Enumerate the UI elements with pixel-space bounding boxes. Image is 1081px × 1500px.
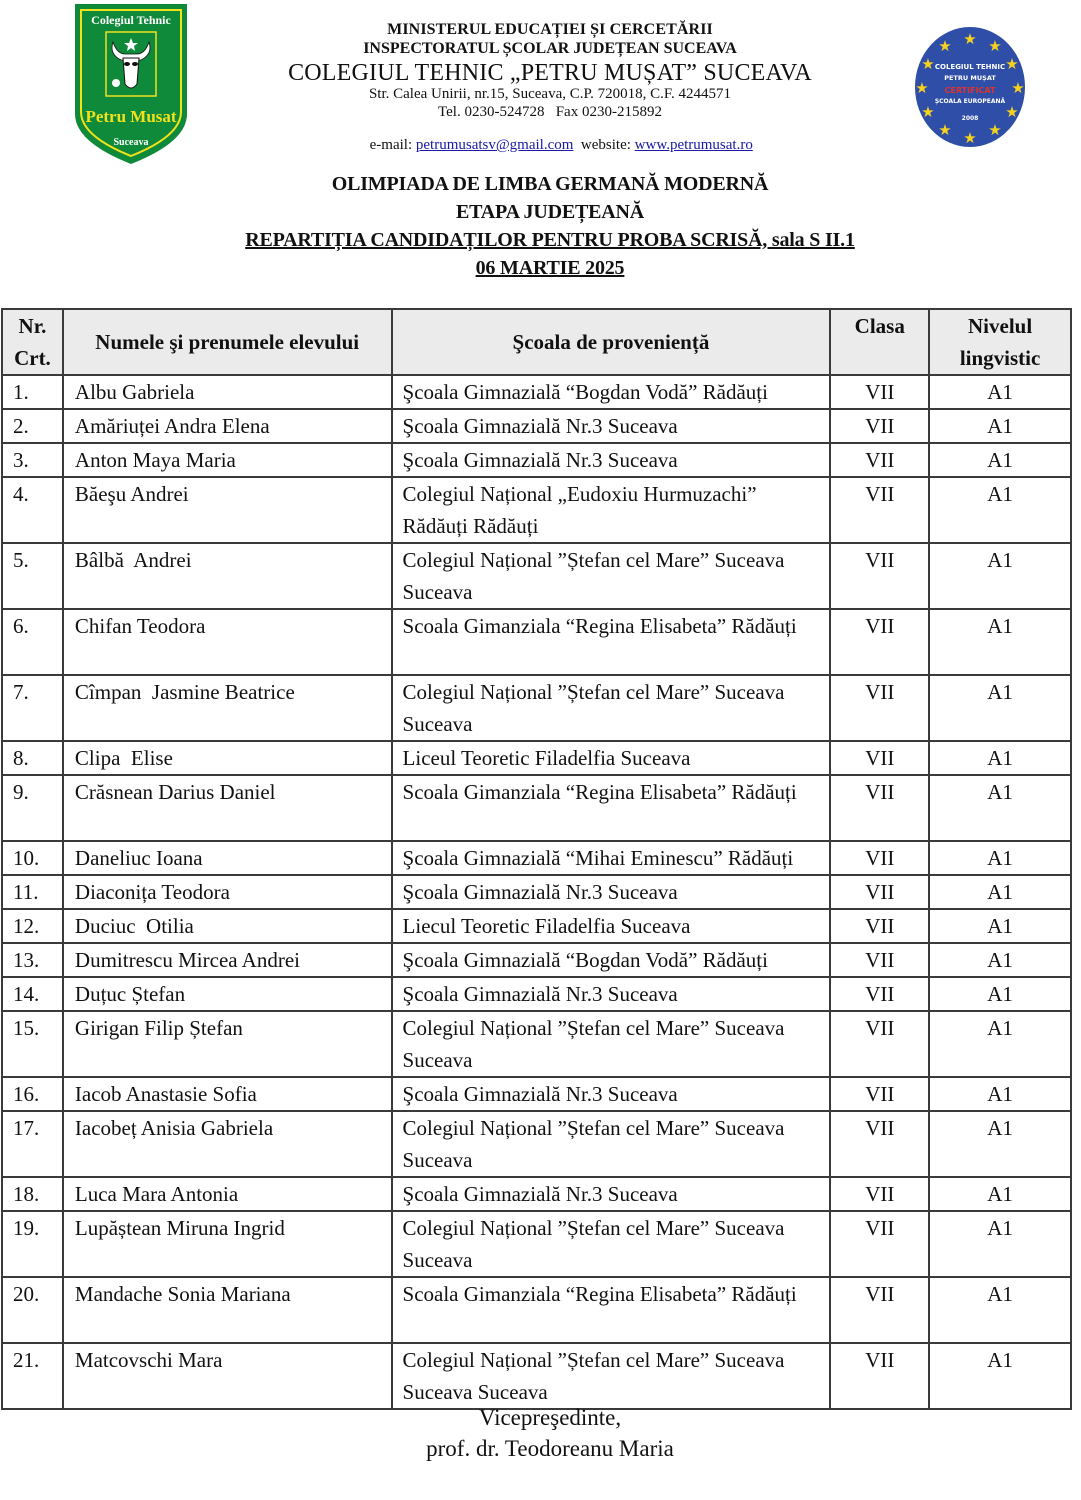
cell-class: VII: [830, 443, 929, 477]
cell-class: VII: [830, 1277, 929, 1343]
header-nr-line1: Nr.: [18, 314, 47, 338]
college-address: Str. Calea Unirii, nr.15, Suceava, C.P. 720018, C.F. 4244571: [368, 86, 732, 102]
signature-name: prof. dr. Teodoreanu Maria: [426, 1436, 674, 1461]
stage-title: ETAPA JUDEȚEANĂ: [456, 201, 644, 223]
table-row: [2, 477, 1071, 543]
table-row: [2, 1211, 1071, 1277]
header-nr-line2: Crt.: [14, 346, 51, 370]
cell-class: VII: [830, 775, 929, 841]
table-row: [2, 609, 1071, 675]
website-link[interactable]: www.petrumusat.ro: [634, 137, 753, 153]
cell-school: Şcoala Gimnazială Nr.3 Suceava: [392, 977, 831, 1011]
cell-school: Şcoala Gimnazială Nr.3 Suceava: [392, 1177, 831, 1211]
cell-name: Iacob Anastasie Sofia: [63, 1077, 392, 1111]
svg-text:★: ★: [963, 30, 977, 48]
cell-level: A1: [929, 543, 1071, 609]
cell-school: Şcoala Gimnazială “Mihai Eminescu” Rădăuți: [392, 841, 831, 875]
table-row: [2, 675, 1071, 741]
cell-school: Colegiul Național ”Ștefan cel Mare” Suceava Suceava: [392, 1111, 831, 1177]
email-link[interactable]: petrumusatsv@gmail.com: [415, 137, 574, 153]
cell-class: VII: [830, 409, 929, 443]
cell-level: A1: [929, 909, 1071, 943]
cell-class: VII: [830, 477, 929, 543]
cell-name: Diaconița Teodora: [63, 875, 392, 909]
exam-date: 06 MARTIE 2025: [475, 257, 625, 279]
cell-school: Colegiul Național ”Ștefan cel Mare” Suceava Suceava: [392, 675, 831, 741]
header-level-line1: Nivelul: [968, 314, 1033, 338]
cell-school: Colegiul Național „Eudoxiu Hurmuzachi” Rădăuți Rădăuți: [392, 477, 831, 543]
cell-level: A1: [929, 741, 1071, 775]
cell-nr: 11.: [2, 875, 63, 909]
table-row: [2, 409, 1071, 443]
cell-name: Clipa Elise: [63, 741, 392, 775]
cell-school: Şcoala Gimnazială Nr.3 Suceava: [392, 875, 831, 909]
cell-nr: 13.: [2, 943, 63, 977]
svg-text:2008: 2008: [961, 115, 979, 122]
cell-name: Chifan Teodora: [63, 609, 392, 675]
cell-name: Dumitrescu Mircea Andrei: [63, 943, 392, 977]
svg-text:Petru Musat: Petru Musat: [85, 107, 177, 126]
cell-name: Albu Gabriela: [63, 375, 392, 409]
cell-school: Scoala Gimanziala “Regina Elisabeta” Rădăuți: [392, 1277, 831, 1343]
cell-nr: 14.: [2, 977, 63, 1011]
inspectorate-name: INSPECTORATUL ȘCOLAR JUDEȚEAN SUCEAVA: [363, 40, 737, 57]
cell-nr: 8.: [2, 741, 63, 775]
cell-level: A1: [929, 875, 1071, 909]
cell-nr: 10.: [2, 841, 63, 875]
allocation-title: REPARTIȚIA CANDIDAȚILOR PENTRU PROBA SCRISĂ, sala S II.1: [245, 229, 855, 251]
cell-school: Şcoala Gimnazială Nr.3 Suceava: [392, 409, 831, 443]
ministry-name: MINISTERUL EDUCAȚIEI ȘI CERCETĂRII: [387, 21, 713, 38]
cell-nr: 1.: [2, 375, 63, 409]
cell-school: Scoala Gimanziala “Regina Elisabeta” Rădăuți: [392, 609, 831, 675]
letterhead-text: [280, 21, 820, 153]
cell-level: A1: [929, 1343, 1071, 1409]
signature-block: [350, 1402, 750, 1464]
cell-level: A1: [929, 943, 1071, 977]
table-row: [2, 741, 1071, 775]
cell-nr: 5.: [2, 543, 63, 609]
cell-level: A1: [929, 1177, 1071, 1211]
cell-class: VII: [830, 1343, 929, 1409]
cell-name: Cîmpan Jasmine Beatrice: [63, 675, 392, 741]
cell-name: Amăriuței Andra Elena: [63, 409, 392, 443]
header-student-name: Numele şi prenumele elevului: [63, 309, 392, 375]
college-contact: [280, 123, 820, 153]
cell-level: A1: [929, 1111, 1071, 1177]
table-header-row: [2, 309, 1071, 375]
cell-name: Iacobeț Anisia Gabriela: [63, 1111, 392, 1177]
cell-name: Luca Mara Antonia: [63, 1177, 392, 1211]
svg-text:Colegiul Tehnic: Colegiul Tehnic: [91, 13, 171, 27]
cell-class: VII: [830, 1111, 929, 1177]
header-class: Clasa: [830, 309, 929, 375]
cell-class: VII: [830, 1211, 929, 1277]
european-school-certificate-badge-icon: [913, 25, 1027, 149]
cell-class: VII: [830, 1011, 929, 1077]
header-level-line2: lingvistic: [959, 346, 1041, 370]
email-label: e-mail:: [369, 137, 416, 153]
cell-class: VII: [830, 977, 929, 1011]
cell-level: A1: [929, 477, 1071, 543]
cell-level: A1: [929, 1077, 1071, 1111]
svg-text:★: ★: [1005, 55, 1019, 73]
website-label: website:: [573, 137, 635, 153]
svg-text:★: ★: [938, 37, 952, 55]
table-row: [2, 1077, 1071, 1111]
cell-name: Bâlbă Andrei: [63, 543, 392, 609]
cell-name: Băeşu Andrei: [63, 477, 392, 543]
cell-name: Lupăștean Miruna Ingrid: [63, 1211, 392, 1277]
cell-nr: 7.: [2, 675, 63, 741]
cell-class: VII: [830, 543, 929, 609]
table-row: [2, 909, 1071, 943]
table-body: [2, 375, 1071, 1409]
table-row: [2, 543, 1071, 609]
cell-class: VII: [830, 943, 929, 977]
cell-school: Şcoala Gimnazială “Bogdan Vodă” Rădăuți: [392, 375, 831, 409]
school-crest-logo-icon: [73, 2, 189, 166]
cell-level: A1: [929, 775, 1071, 841]
cell-name: Girigan Filip Ștefan: [63, 1011, 392, 1077]
svg-text:★: ★: [938, 121, 952, 139]
cell-nr: 17.: [2, 1111, 63, 1177]
college-name: COLEGIUL TEHNIC „PETRU MUȘAT” SUCEAVA: [288, 60, 812, 86]
cell-school: Colegiul Național ”Ștefan cel Mare” Suceava Suceava Suceava: [392, 1343, 831, 1409]
cell-school: Liecul Teoretic Filadelfia Suceava: [392, 909, 831, 943]
candidates-table: [1, 308, 1072, 1410]
cell-level: A1: [929, 1011, 1071, 1077]
letterhead: [0, 0, 1081, 170]
cell-nr: 18.: [2, 1177, 63, 1211]
svg-text:★: ★: [988, 121, 1002, 139]
cell-school: Liceul Teoretic Filadelfia Suceava: [392, 741, 831, 775]
svg-text:★: ★: [1005, 103, 1019, 121]
cell-nr: 9.: [2, 775, 63, 841]
cell-nr: 3.: [2, 443, 63, 477]
table-row: [2, 775, 1071, 841]
cell-name: Mandache Sonia Mariana: [63, 1277, 392, 1343]
svg-text:Suceava: Suceava: [113, 137, 149, 148]
svg-text:★: ★: [963, 129, 977, 147]
cell-class: VII: [830, 1177, 929, 1211]
cell-nr: 12.: [2, 909, 63, 943]
cell-level: A1: [929, 977, 1071, 1011]
cell-nr: 4.: [2, 477, 63, 543]
table-row: [2, 1111, 1071, 1177]
college-phone: Tel. 0230-524728 Fax 0230-215892: [438, 104, 662, 120]
cell-school: Colegiul Național ”Ștefan cel Mare” Suceava Suceava: [392, 1211, 831, 1277]
svg-text:★: ★: [1011, 79, 1025, 97]
table-row: [2, 1177, 1071, 1211]
svg-text:COLEGIUL TEHNIC: COLEGIUL TEHNIC: [934, 63, 1006, 71]
cell-level: A1: [929, 443, 1071, 477]
cell-class: VII: [830, 741, 929, 775]
cell-class: VII: [830, 675, 929, 741]
cell-class: VII: [830, 1077, 929, 1111]
cell-level: A1: [929, 609, 1071, 675]
cell-level: A1: [929, 409, 1071, 443]
cell-level: A1: [929, 375, 1071, 409]
table-row: [2, 943, 1071, 977]
cell-class: VII: [830, 909, 929, 943]
cell-name: Anton Maya Maria: [63, 443, 392, 477]
cell-class: VII: [830, 375, 929, 409]
cell-nr: 21.: [2, 1343, 63, 1409]
header-school: Şcoala de proveniență: [392, 309, 831, 375]
signature-role: Vicepreşedinte,: [478, 1405, 622, 1430]
svg-text:★: ★: [988, 37, 1002, 55]
cell-school: Colegiul Național ”Ștefan cel Mare” Suceava Suceava: [392, 543, 831, 609]
svg-text:PETRU MUȘAT: PETRU MUȘAT: [944, 74, 996, 82]
cell-level: A1: [929, 1211, 1071, 1277]
cell-level: A1: [929, 1277, 1071, 1343]
cell-name: Duțuc Ștefan: [63, 977, 392, 1011]
svg-text:★: ★: [921, 55, 935, 73]
cell-class: VII: [830, 609, 929, 675]
cell-school: Scoala Gimanziala “Regina Elisabeta” Rădăuți: [392, 775, 831, 841]
cell-class: VII: [830, 875, 929, 909]
cell-name: Matcovschi Mara: [63, 1343, 392, 1409]
table-row: [2, 1277, 1071, 1343]
cell-name: Crăsnean Darius Daniel: [63, 775, 392, 841]
table-row: [2, 1343, 1071, 1409]
header-language-level: [929, 309, 1071, 375]
olympiad-title: OLIMPIADA DE LIMBA GERMANĂ MODERNĂ: [331, 173, 769, 195]
cell-nr: 19.: [2, 1211, 63, 1277]
table-row: [2, 841, 1071, 875]
cell-class: VII: [830, 841, 929, 875]
svg-text:★: ★: [921, 103, 935, 121]
cell-level: A1: [929, 675, 1071, 741]
svg-text:CERTIFICAT: CERTIFICAT: [944, 86, 996, 95]
cell-name: Daneliuc Ioana: [63, 841, 392, 875]
document-title-block: [0, 170, 1081, 282]
table-row: [2, 375, 1071, 409]
table-row: [2, 977, 1071, 1011]
svg-text:★: ★: [915, 79, 929, 97]
table-row: [2, 875, 1071, 909]
cell-school: Şcoala Gimnazială Nr.3 Suceava: [392, 443, 831, 477]
cell-level: A1: [929, 841, 1071, 875]
cell-school: Şcoala Gimnazială Nr.3 Suceava: [392, 1077, 831, 1111]
cell-name: Duciuc Otilia: [63, 909, 392, 943]
cell-nr: 20.: [2, 1277, 63, 1343]
cell-school: Şcoala Gimnazială “Bogdan Vodă” Rădăuți: [392, 943, 831, 977]
table-row: [2, 443, 1071, 477]
cell-nr: 16.: [2, 1077, 63, 1111]
cell-nr: 2.: [2, 409, 63, 443]
cell-nr: 15.: [2, 1011, 63, 1077]
cell-school: Colegiul Național ”Ștefan cel Mare” Suceava Suceava: [392, 1011, 831, 1077]
svg-text:ȘCOALA EUROPEANĂ: ȘCOALA EUROPEANĂ: [934, 98, 1006, 105]
header-nr-crt: [2, 309, 63, 375]
cell-nr: 6.: [2, 609, 63, 675]
table-row: [2, 1011, 1071, 1077]
